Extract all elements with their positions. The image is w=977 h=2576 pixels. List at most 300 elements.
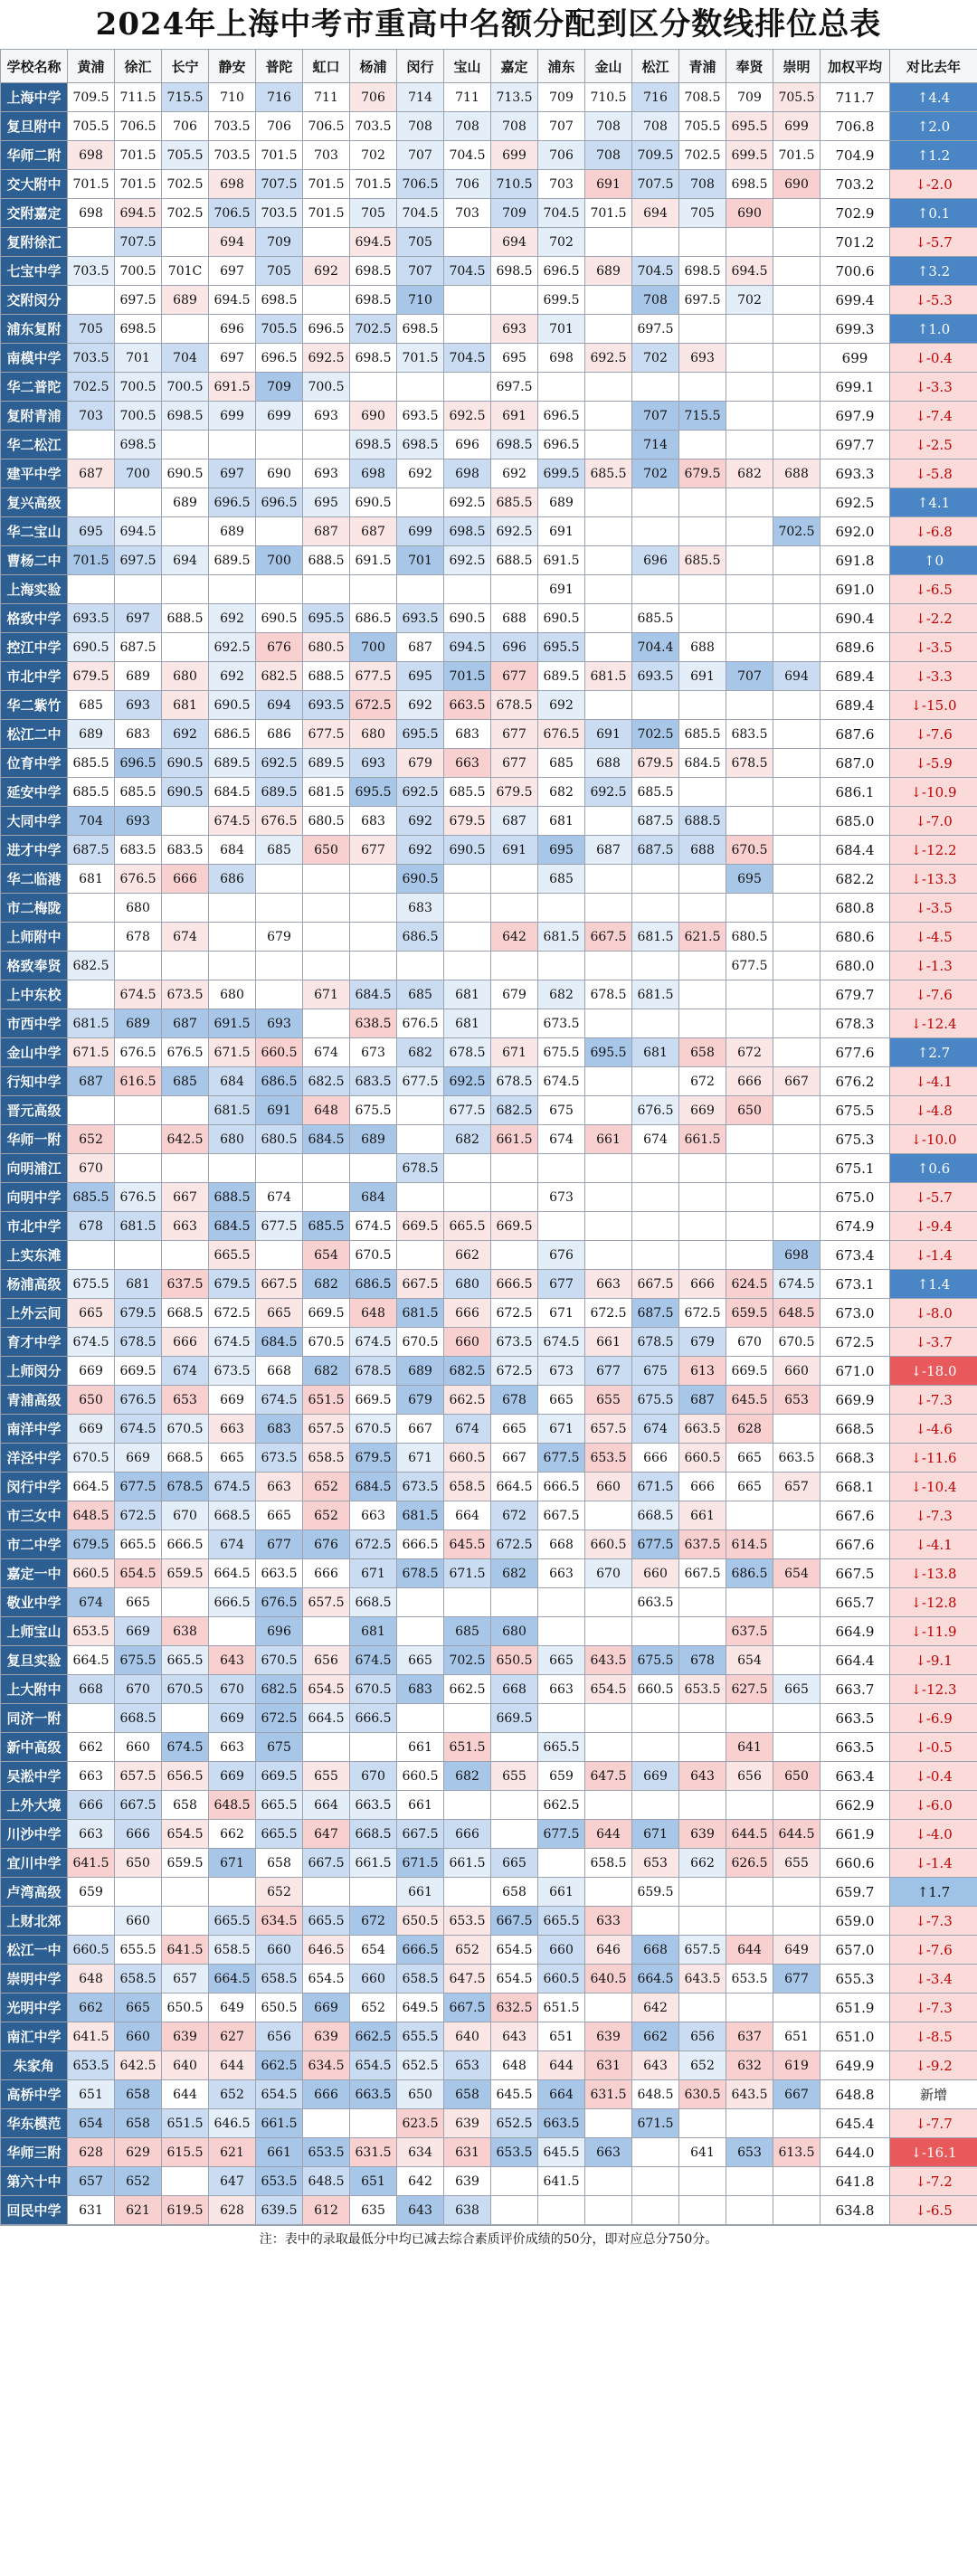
district-score <box>773 488 820 517</box>
district-score: 669 <box>679 1096 726 1125</box>
district-score: 644 <box>162 2080 209 2109</box>
year-change: ↓-12.8 <box>890 1588 977 1617</box>
district-score: 674 <box>162 1357 209 1386</box>
weighted-average: 663.7 <box>820 1675 890 1704</box>
table-row <box>1 1675 977 1704</box>
district-score: 664.5 <box>303 1704 350 1733</box>
year-change: ↑1.7 <box>890 1878 977 1907</box>
district-score: 692.5 <box>303 344 350 373</box>
district-score: 685.5 <box>68 778 115 807</box>
district-score <box>773 546 820 575</box>
district-score: 676.5 <box>632 1096 679 1125</box>
column-header: 虹口 <box>303 50 350 83</box>
school-name: 市二梅陇 <box>1 894 68 923</box>
district-score: 660 <box>632 1559 679 1588</box>
table-row <box>1 1994 977 2022</box>
district-score <box>679 691 726 720</box>
district-score: 673 <box>350 1038 397 1067</box>
district-score: 689 <box>585 257 632 286</box>
district-score <box>679 894 726 923</box>
table-row <box>1 1530 977 1559</box>
district-score <box>632 1154 679 1183</box>
school-name: 市北中学 <box>1 1212 68 1241</box>
district-score: 651.5 <box>162 2109 209 2138</box>
district-score: 705 <box>679 199 726 228</box>
column-header: 黄浦 <box>68 50 115 83</box>
school-name: 华二临港 <box>1 865 68 894</box>
district-score: 689 <box>350 1125 397 1154</box>
district-score <box>585 1617 632 1646</box>
district-score: 701.5 <box>303 199 350 228</box>
district-score: 621 <box>115 2196 162 2225</box>
district-score: 663.5 <box>679 1415 726 1444</box>
district-score: 631 <box>444 2138 491 2167</box>
district-score <box>585 1994 632 2022</box>
district-score <box>679 1704 726 1733</box>
year-change: ↓-2.0 <box>890 170 977 199</box>
district-score: 661 <box>585 1125 632 1154</box>
table-row <box>1 691 977 720</box>
table-row <box>1 2109 977 2138</box>
district-score: 688 <box>585 749 632 778</box>
weighted-average: 675.3 <box>820 1125 890 1154</box>
district-score: 685.5 <box>68 749 115 778</box>
district-score <box>585 1009 632 1038</box>
district-score: 676.5 <box>256 807 303 836</box>
district-score <box>444 1704 491 1733</box>
weighted-average: 663.5 <box>820 1733 890 1762</box>
district-score: 695.5 <box>397 720 444 749</box>
district-score: 694 <box>491 228 538 257</box>
district-score <box>632 575 679 604</box>
district-score <box>162 894 209 923</box>
district-score: 633 <box>585 1907 632 1936</box>
district-score: 674.5 <box>68 1328 115 1357</box>
district-score: 678 <box>115 923 162 952</box>
district-score: 615.5 <box>162 2138 209 2167</box>
district-score: 698.5 <box>491 257 538 286</box>
school-name: 复兴高级 <box>1 488 68 517</box>
district-score: 655.5 <box>397 2022 444 2051</box>
weighted-average: 697.9 <box>820 402 890 431</box>
table-row <box>1 228 977 257</box>
district-score <box>444 373 491 402</box>
district-score: 679 <box>397 749 444 778</box>
district-score: 675 <box>256 1733 303 1762</box>
district-score: 692.5 <box>256 749 303 778</box>
district-score: 663 <box>209 1733 256 1762</box>
district-score: 619 <box>773 2051 820 2080</box>
district-score: 688 <box>679 836 726 865</box>
district-score <box>491 286 538 315</box>
district-score: 677 <box>256 1530 303 1559</box>
district-score: 679.5 <box>350 1444 397 1473</box>
district-score <box>773 1038 820 1067</box>
table-row <box>1 459 977 488</box>
district-score: 685.5 <box>68 1183 115 1212</box>
school-name: 同济一附 <box>1 1704 68 1733</box>
district-score <box>679 1791 726 1820</box>
weighted-average: 699.4 <box>820 286 890 315</box>
district-score: 652 <box>303 1473 350 1501</box>
district-score <box>726 1878 773 1907</box>
district-score: 704 <box>68 807 115 836</box>
weighted-average: 692.0 <box>820 517 890 546</box>
district-score: 674.5 <box>209 807 256 836</box>
district-score <box>679 488 726 517</box>
district-score: 681.5 <box>585 662 632 691</box>
district-score <box>115 575 162 604</box>
district-score: 695 <box>491 344 538 373</box>
district-score: 676 <box>538 1241 585 1270</box>
district-score: 685.5 <box>303 1212 350 1241</box>
district-score: 643.5 <box>679 1965 726 1994</box>
column-header: 金山 <box>585 50 632 83</box>
district-score: 690.5 <box>538 604 585 633</box>
district-score: 704.5 <box>444 141 491 170</box>
district-score: 635 <box>350 2196 397 2225</box>
district-score: 709 <box>538 83 585 112</box>
school-name: 闵行中学 <box>1 1473 68 1501</box>
district-score: 693 <box>256 1009 303 1038</box>
school-name: 杨浦高级 <box>1 1270 68 1299</box>
district-score: 674 <box>209 1530 256 1559</box>
district-score: 671 <box>491 1038 538 1067</box>
district-score: 669 <box>115 1444 162 1473</box>
district-score: 668.5 <box>209 1501 256 1530</box>
weighted-average: 664.4 <box>820 1646 890 1675</box>
district-score: 630.5 <box>679 2080 726 2109</box>
school-name: 上师闵分 <box>1 1357 68 1386</box>
district-score: 644 <box>585 1820 632 1849</box>
table-row <box>1 1617 977 1646</box>
district-score: 666.5 <box>350 1704 397 1733</box>
district-score <box>726 488 773 517</box>
table-row <box>1 517 977 546</box>
district-score: 689.5 <box>303 749 350 778</box>
district-score: 639.5 <box>256 2196 303 2225</box>
district-score: 665 <box>538 1646 585 1675</box>
district-score: 663 <box>256 1473 303 1501</box>
district-score: 675.5 <box>632 1646 679 1675</box>
district-score <box>773 1907 820 1936</box>
district-score: 688.5 <box>209 1183 256 1212</box>
district-score: 686.5 <box>209 720 256 749</box>
district-score: 681 <box>444 980 491 1009</box>
district-score: 649.5 <box>397 1994 444 2022</box>
district-score: 639 <box>585 2022 632 2051</box>
district-score: 694.5 <box>115 517 162 546</box>
school-name: 七宝中学 <box>1 257 68 286</box>
district-score: 660.5 <box>68 1936 115 1965</box>
district-score <box>632 1067 679 1096</box>
year-change: ↓-10.4 <box>890 1473 977 1501</box>
school-name: 交附嘉定 <box>1 199 68 228</box>
district-score: 674.5 <box>209 1473 256 1501</box>
district-score: 682.5 <box>444 1357 491 1386</box>
year-change: ↓-3.5 <box>890 633 977 662</box>
weighted-average: 668.3 <box>820 1444 890 1473</box>
district-score: 684.5 <box>209 778 256 807</box>
year-change: ↑4.1 <box>890 488 977 517</box>
district-score: 647.5 <box>444 1965 491 1994</box>
district-score: 704.5 <box>444 344 491 373</box>
school-name: 市三女中 <box>1 1501 68 1530</box>
district-score <box>256 952 303 980</box>
district-score: 703.5 <box>209 112 256 141</box>
district-score: 656 <box>303 1646 350 1675</box>
district-score <box>726 517 773 546</box>
district-score: 682 <box>303 1270 350 1299</box>
district-score: 683 <box>444 720 491 749</box>
district-score: 653 <box>726 2138 773 2167</box>
district-score <box>773 2167 820 2196</box>
district-score <box>162 807 209 836</box>
district-score: 623.5 <box>397 2109 444 2138</box>
district-score: 688.5 <box>303 662 350 691</box>
district-score: 671.5 <box>632 1473 679 1501</box>
district-score <box>68 431 115 459</box>
school-name: 华东模范 <box>1 2109 68 2138</box>
weighted-average: 679.7 <box>820 980 890 1009</box>
weighted-average: 659.7 <box>820 1878 890 1907</box>
district-score: 706 <box>256 112 303 141</box>
district-score: 653.5 <box>491 2138 538 2167</box>
table-row <box>1 1038 977 1067</box>
district-score: 693 <box>115 807 162 836</box>
district-score: 691 <box>256 1096 303 1125</box>
district-score: 679.5 <box>115 1299 162 1328</box>
district-score: 679 <box>679 1328 726 1357</box>
year-change: ↓-4.0 <box>890 1820 977 1849</box>
district-score: 678.5 <box>350 1357 397 1386</box>
district-score: 654.5 <box>585 1675 632 1704</box>
district-score: 688 <box>491 604 538 633</box>
district-score: 700 <box>350 633 397 662</box>
district-score: 694.5 <box>444 633 491 662</box>
year-change: ↓-1.4 <box>890 1241 977 1270</box>
district-score: 677.5 <box>256 1212 303 1241</box>
column-header: 杨浦 <box>350 50 397 83</box>
district-score: 708.5 <box>679 83 726 112</box>
school-name: 延安中学 <box>1 778 68 807</box>
district-score: 663.5 <box>350 2080 397 2109</box>
district-score <box>538 1588 585 1617</box>
district-score: 685 <box>538 865 585 894</box>
district-score: 658.5 <box>115 1965 162 1994</box>
district-score: 653.5 <box>726 1965 773 1994</box>
district-score: 700.5 <box>115 257 162 286</box>
district-score: 695 <box>726 865 773 894</box>
table-row <box>1 1646 977 1675</box>
district-score: 688 <box>773 459 820 488</box>
district-score: 627 <box>209 2022 256 2051</box>
district-score: 665 <box>773 1675 820 1704</box>
district-score: 685 <box>538 749 585 778</box>
weighted-average: 676.2 <box>820 1067 890 1096</box>
district-score: 663.5 <box>256 1559 303 1588</box>
district-score: 653.5 <box>303 2138 350 2167</box>
district-score: 637.5 <box>726 1617 773 1646</box>
school-name: 大同中学 <box>1 807 68 836</box>
table-row <box>1 1096 977 1125</box>
district-score: 650 <box>303 836 350 865</box>
district-score: 680 <box>350 720 397 749</box>
table-row <box>1 778 977 807</box>
district-score: 671.5 <box>632 2109 679 2138</box>
district-score: 658.5 <box>397 1965 444 1994</box>
weighted-average: 672.5 <box>820 1328 890 1357</box>
school-name: 上外云间 <box>1 1299 68 1328</box>
district-score: 687 <box>397 633 444 662</box>
district-score: 678.5 <box>491 1067 538 1096</box>
district-score: 684 <box>209 836 256 865</box>
district-score: 690.5 <box>444 604 491 633</box>
district-score: 692 <box>538 691 585 720</box>
district-score: 670.5 <box>350 1675 397 1704</box>
table-row <box>1 952 977 980</box>
district-score: 700.5 <box>303 373 350 402</box>
year-change: ↓-4.1 <box>890 1530 977 1559</box>
district-score <box>585 488 632 517</box>
district-score <box>773 1212 820 1241</box>
district-score: 682.5 <box>256 1675 303 1704</box>
district-score <box>632 2138 679 2167</box>
year-change: ↓-9.2 <box>890 2051 977 2080</box>
district-score: 648.5 <box>209 1791 256 1820</box>
district-score: 665.5 <box>303 1907 350 1936</box>
district-score <box>773 1704 820 1733</box>
district-score: 650.5 <box>162 1994 209 2022</box>
district-score: 654 <box>68 2109 115 2138</box>
district-score: 702 <box>632 459 679 488</box>
district-score <box>773 633 820 662</box>
year-change: ↓-5.9 <box>890 749 977 778</box>
district-score: 702 <box>350 141 397 170</box>
district-score: 663 <box>585 2138 632 2167</box>
school-name: 新中高级 <box>1 1733 68 1762</box>
district-score: 676.5 <box>538 720 585 749</box>
weighted-average: 706.8 <box>820 112 890 141</box>
district-score: 653 <box>162 1386 209 1415</box>
weighted-average: 673.1 <box>820 1270 890 1299</box>
district-score: 676.5 <box>115 1038 162 1067</box>
district-score: 660 <box>773 1357 820 1386</box>
district-score: 664.5 <box>209 1559 256 1588</box>
district-score <box>162 1096 209 1125</box>
district-score <box>773 836 820 865</box>
district-score <box>679 952 726 980</box>
district-score <box>491 2196 538 2225</box>
district-score <box>585 1154 632 1183</box>
table-row <box>1 1907 977 1936</box>
district-score <box>162 575 209 604</box>
district-score <box>679 980 726 1009</box>
weighted-average: 649.9 <box>820 2051 890 2080</box>
district-score: 657.5 <box>679 1936 726 1965</box>
year-change: ↓-4.6 <box>890 1415 977 1444</box>
school-name: 市北中学 <box>1 662 68 691</box>
weighted-average: 699.1 <box>820 373 890 402</box>
district-score: 685.5 <box>491 488 538 517</box>
district-score: 667 <box>491 1444 538 1473</box>
school-name: 上大附中 <box>1 1675 68 1704</box>
district-score <box>209 952 256 980</box>
district-score: 648.5 <box>773 1299 820 1328</box>
district-score <box>162 952 209 980</box>
table-row <box>1 720 977 749</box>
district-score: 668.5 <box>632 1501 679 1530</box>
district-score: 650 <box>115 1849 162 1878</box>
district-score: 693.5 <box>68 604 115 633</box>
district-score <box>632 1241 679 1270</box>
district-score: 679 <box>491 980 538 1009</box>
district-score: 695.5 <box>350 778 397 807</box>
district-score: 660.5 <box>444 1444 491 1473</box>
district-score <box>726 778 773 807</box>
district-score: 698.5 <box>115 315 162 344</box>
district-score: 665.5 <box>256 1791 303 1820</box>
district-score: 715.5 <box>162 83 209 112</box>
district-score <box>303 894 350 923</box>
district-score: 680 <box>162 662 209 691</box>
weighted-average: 700.6 <box>820 257 890 286</box>
table-row <box>1 170 977 199</box>
district-score: 686.5 <box>350 1270 397 1299</box>
table-row <box>1 1067 977 1096</box>
district-score: 683.5 <box>162 836 209 865</box>
district-score: 632.5 <box>491 1994 538 2022</box>
district-score: 690.5 <box>162 459 209 488</box>
weighted-average: 678.3 <box>820 1009 890 1038</box>
district-score <box>397 1241 444 1270</box>
school-name: 华二紫竹 <box>1 691 68 720</box>
district-score <box>350 894 397 923</box>
district-score: 677 <box>773 1965 820 1994</box>
year-change: ↓-5.7 <box>890 228 977 257</box>
district-score: 692.5 <box>491 517 538 546</box>
district-score: 678.5 <box>585 980 632 1009</box>
district-score <box>162 228 209 257</box>
district-score <box>303 575 350 604</box>
weighted-average: 667.6 <box>820 1501 890 1530</box>
district-score <box>773 1125 820 1154</box>
district-score <box>303 1154 350 1183</box>
district-score: 701.5 <box>115 170 162 199</box>
district-score: 660 <box>256 1936 303 1965</box>
district-score <box>162 1878 209 1907</box>
district-score <box>397 952 444 980</box>
district-score <box>632 488 679 517</box>
year-change: ↑4.4 <box>890 83 977 112</box>
district-score: 706 <box>538 141 585 170</box>
district-score: 666 <box>679 1473 726 1501</box>
district-score: 690 <box>350 402 397 431</box>
district-score: 701.5 <box>68 170 115 199</box>
district-score: 692 <box>397 691 444 720</box>
district-score: 692.5 <box>397 778 444 807</box>
district-score: 702.5 <box>68 373 115 402</box>
district-score <box>303 865 350 894</box>
district-score: 701.5 <box>256 141 303 170</box>
district-score: 675.5 <box>538 1038 585 1067</box>
district-score: 696.5 <box>303 315 350 344</box>
weighted-average: 689.4 <box>820 691 890 720</box>
district-score <box>491 1820 538 1849</box>
weighted-average: 690.4 <box>820 604 890 633</box>
district-score: 668.5 <box>162 1299 209 1328</box>
district-score: 678 <box>491 1386 538 1415</box>
